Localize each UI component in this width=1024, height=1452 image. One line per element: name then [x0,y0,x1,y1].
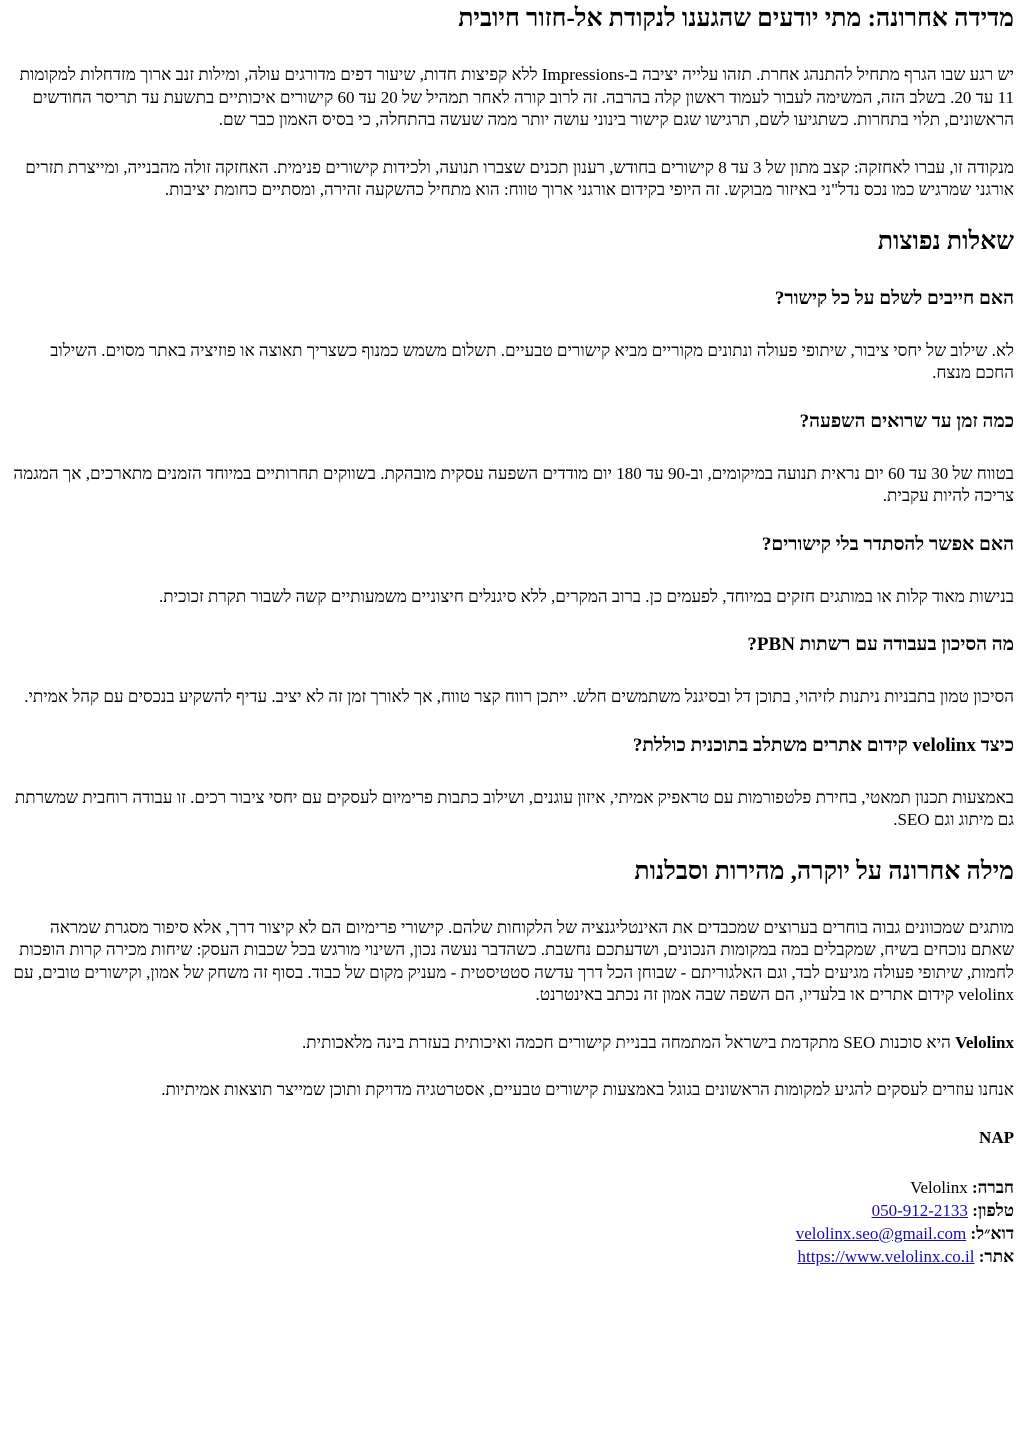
faq-answer: בטווח של 30 עד 60 יום נראית תנועה במיקומים, וב-90 עד 180 יום מודדים השפעה עסקית מובהקת. בשווקים תחרותיים במיוחד הזמנים מתארכים, אך המגמה צריכה להיות עקבית. [13,463,1014,505]
company-label: חברה: [971,1177,1014,1197]
faq-answer: באמצעות תכנון תמאטי, בחירת פלטפורמות עם טראפיק אמיתי, איזון עוגנים, ושילוב כתבות פרימיום לעסקים עם יחסי ציבור רכים. זו עבודה רוחבית שמשרתת גם מיתוג וגם SEO. [14,787,1014,829]
faq-question: כיצד velolinx קידום אתרים משתלב בתוכנית כוללת? [632,734,1014,756]
faq-question: כמה זמן עד שרואים השפעה? [799,410,1014,432]
nap-company-row [12,1176,1014,1199]
faq-answer: לא. שילוב של יחסי ציבור, שיתופי פעולה ונתונים מקוריים מביא קישורים טבעיים. תשלום משמש כמנוף כשצריך תאוצה או פוזיציה באתר מסוים. השילוב החכם מנצח. [50,340,1014,382]
nap-phone-row [12,1199,1014,1222]
website-link[interactable]: https://www.velolinx.co.il [797,1246,975,1266]
company-name: Velolinx [955,1032,1014,1052]
faq-list [12,287,1014,832]
nap-title: NAP [979,1127,1014,1147]
phone-link[interactable]: 050-912-2133 [871,1200,968,1220]
faq-question: האם אפשר להסתדר בלי קישורים? [761,533,1014,555]
paragraph: מנקודה זו, עברו לאחזקה: קצב מתון של 3 עד 8 קישורים בחודש, רענון תכנים שצברו תנועה, ולכידות קישורים פנימית. האחזקה זולה מהבנייה, ומייצרת תזרים אורגני שמרגיש כמו נכס נדל"ני באיזור מבוקש. זה היופי בקידום אורגני ארוך טווח: הוא מתחיל כהשקעה זהירה, ומסתיים כחומת יציבות. [25,157,1014,199]
faq-item [12,633,1014,709]
nap-email-row [12,1222,1014,1245]
faq-answer: בנישות מאוד קלות או במותגים חזקים במיוחד, לפעמים כן. ברוב המקרים, ללא סיגנלים חיצוניים משמעותיים קשה לשבור תקרת זכוכית. [159,586,1014,606]
email-label: דוא״ל: [970,1223,1014,1243]
faq-answer: הסיכון טמון בתבניות ניתנות לזיהוי, בתוכן דל ובסיגנל משתמשים חלש. ייתכן רווח קצר טווח, אך לאורך זמן זה לא יציב. עדיף להשקיע בנכסים עם קהל אמיתי. [24,687,1014,706]
faq-question: מה הסיכון בעבודה עם רשתות PBN? [747,634,1014,655]
email-link[interactable]: velolinx.seo@gmail.com [795,1223,967,1243]
faq-question: האם חייבים לשלם על כל קישור? [774,287,1014,309]
company-value: Velolinx [910,1177,968,1197]
company-intro-text: היא סוכנות SEO מתקדמת בישראל המתמחה בבניית קישורים חכמה ואיכותית בעזרת בינה מלאכותית. [302,1032,956,1052]
paragraph: מותגים שמכוונים גבוה בוחרים בערוצים שמכבדים את האינטליגנציה של הלקוחות שלהם. קישורי פרימיום הם לא קיצור דרך, אלא סיפור מסגרת שמראה שאתם נוכחים בשיח, שמקבלים במה במקומות הנכונים, ושדעתכם נחשבת. כשהדבר נעשה נכון, השינוי מורגש בכל שכבות העסק: שיחות מכירה קרות הופכות לחמות, שיתופי פעולה מגיעים לבד, וגם האלגוריתם - שבוחן הכל דרך עדשה סטטיסטית - מעניק מקום של כבוד. בסוף זה משחק של אמון, וקישורים טובים, עם velolinx קידום אתרים או בלעדיו, הם השפה שבה אמון זה נכתב באינטרנט. [13,917,1014,1004]
closing-heading: מילה אחרונה על יוקרה, מהירות וסבלנות [634,857,1014,885]
section-heading-last-measure: מדידה אחרונה: מתי יודעים שהגענו לנקודת אל-חזור חיובית [458,5,1014,32]
faq-item [12,533,1014,609]
nap-site-row [12,1245,1014,1268]
nap-block [12,1176,1014,1268]
company-intro-paragraph [12,1032,1014,1055]
site-label: אתר: [978,1246,1014,1266]
faq-item [12,287,1014,385]
faq-heading: שאלות נפוצות [877,227,1014,255]
faq-item [12,410,1014,508]
faq-item [12,734,1014,832]
phone-label: טלפון: [972,1200,1014,1220]
paragraph: אנחנו עוזרים לעסקים להגיע למקומות הראשונים בגוגל באמצעות קישורים טבעיים, אסטרטגיה מדויקת ותוכן שמייצר תוצאות אמיתיות. [161,1080,1014,1099]
article-page [0,4,1024,1452]
paragraph: יש רגע שבו הגרף מתחיל להתנהג אחרת. תזהו עלייה יציבה ב-Impressions ללא קפיצות חדות, שיעור דפים מדורגים עולה, ומילות זנב ארוך מזדחלות למקומות 11 עד 20. בשלב הזה, המשימה לעבור לעמוד ראשון קלה בהרבה. זה לרוב קורה לאחר תמהיל של 20 עד 60 קישורים איכותיים בתשעת עד תריסר החודשים הראשונים, תלוי בתחרות. כשתגיעו לשם, תרגישו שגם קישור בינוני עושה יותר ממה שעשה בהתחלה, כי בסיס האמון כבר שם. [19,65,1014,129]
